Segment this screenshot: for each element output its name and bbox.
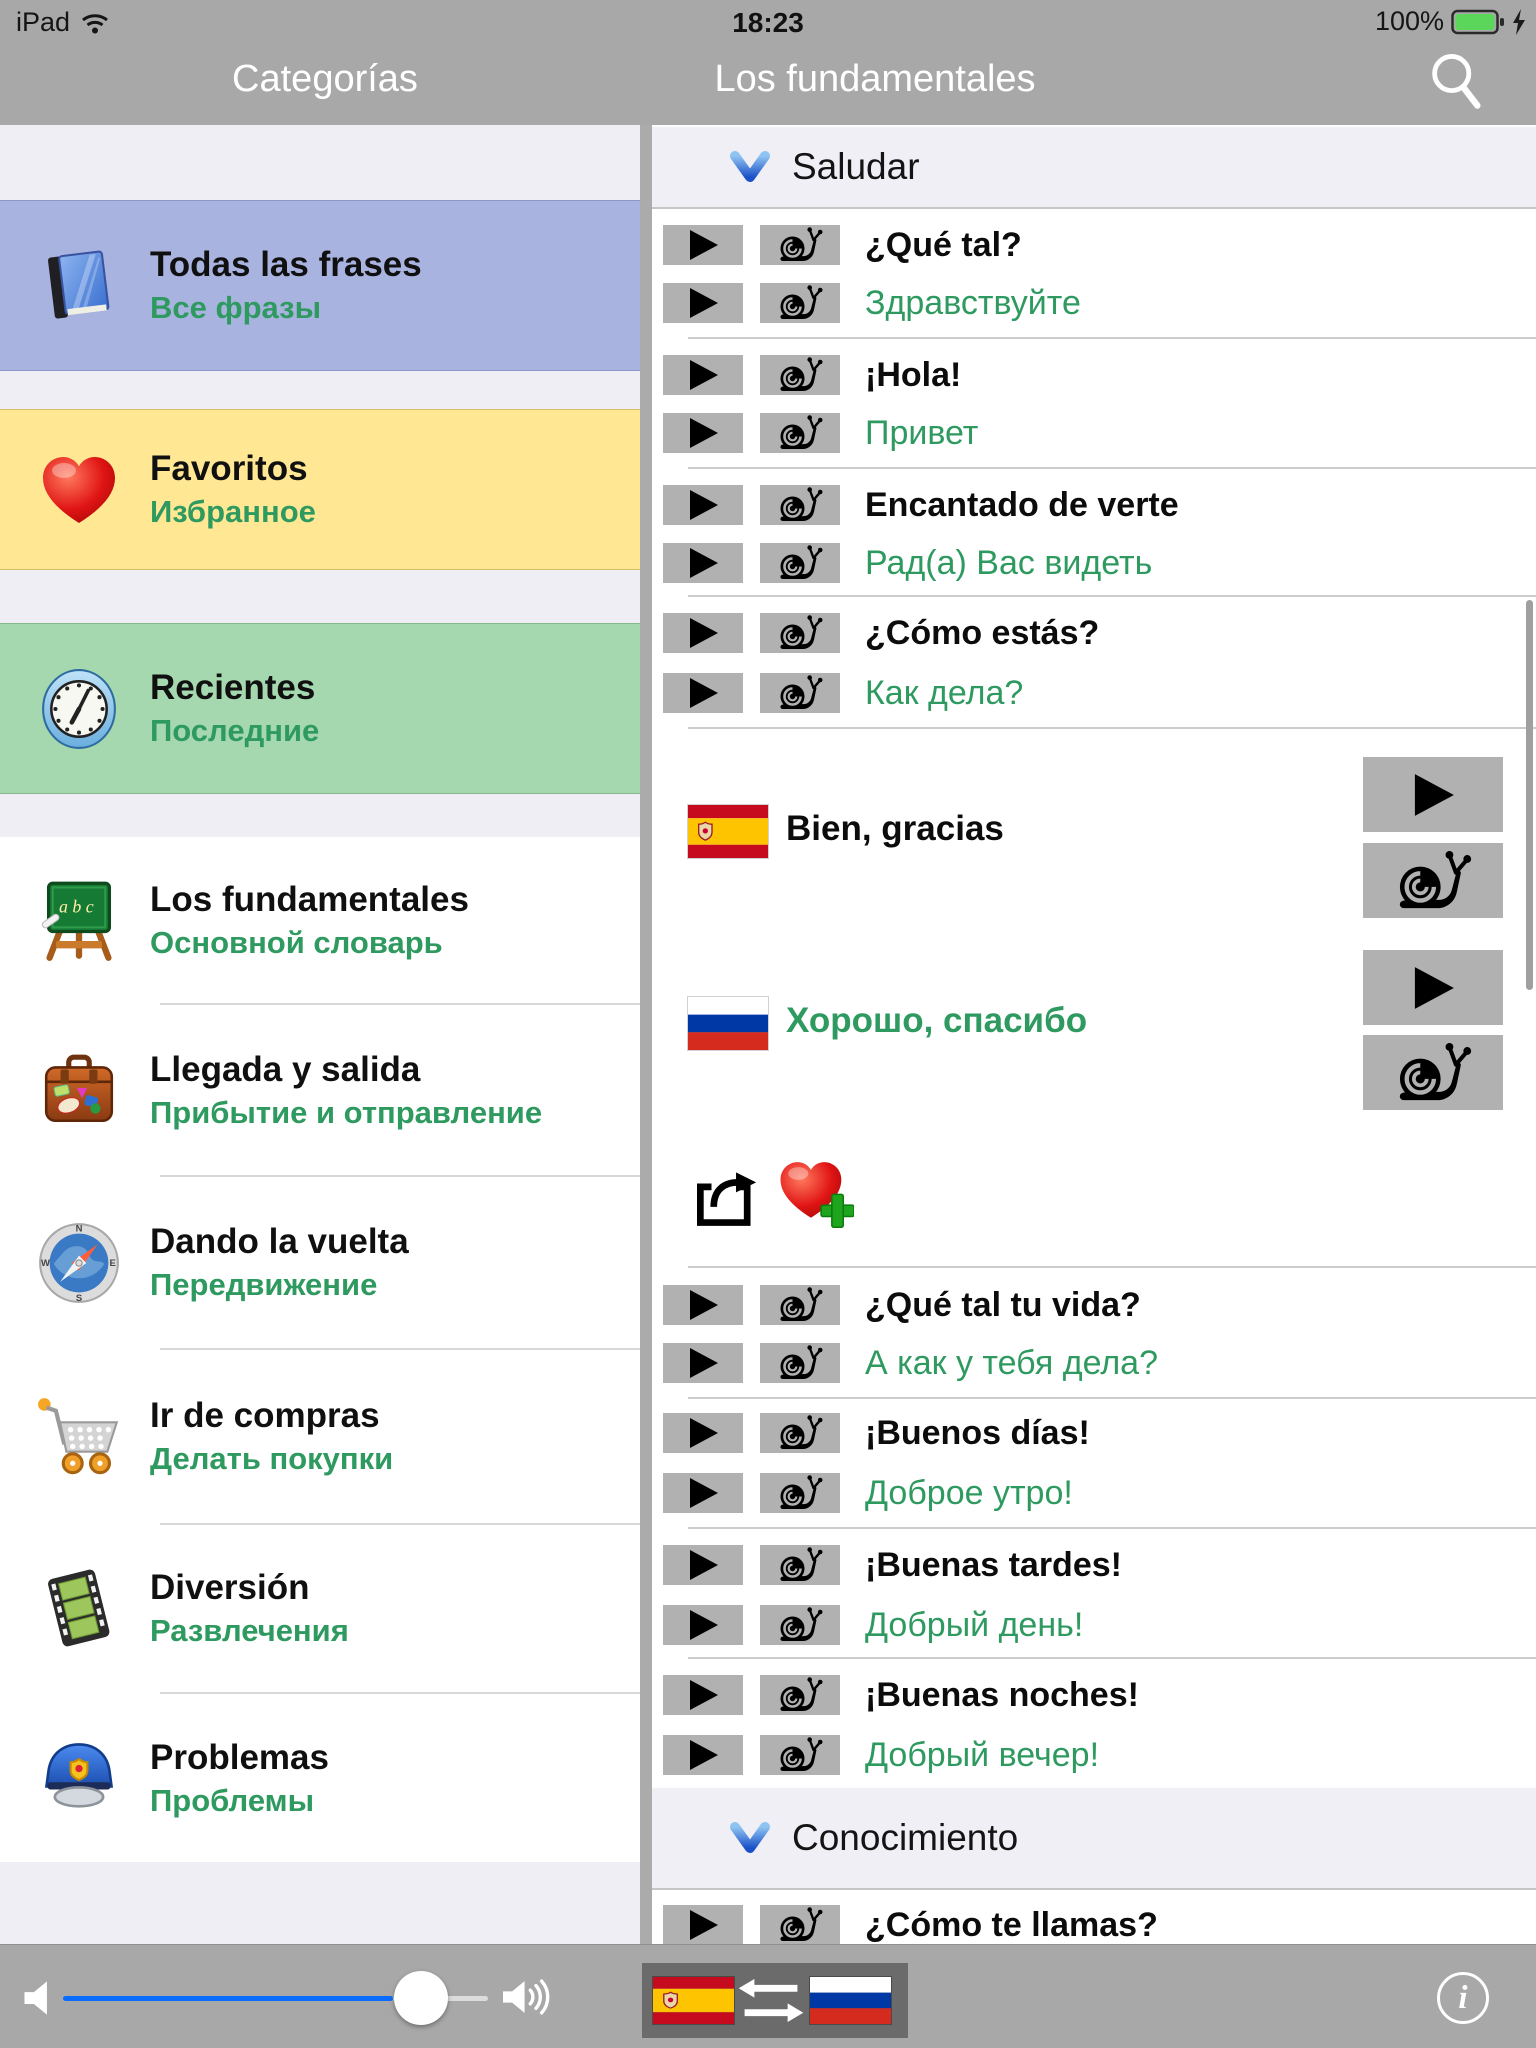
compass-icon — [36, 1220, 122, 1306]
search-icon[interactable] — [1428, 50, 1484, 112]
phrase-row — [663, 485, 1536, 525]
sidebar-item-fundamentals[interactable] — [0, 837, 640, 1003]
category-sidebar — [0, 125, 640, 1944]
sidebar-item-entertainment[interactable] — [0, 1525, 640, 1692]
phrase-row — [663, 1905, 1536, 1945]
snail-slow-button[interactable] — [760, 1545, 840, 1585]
sidebar-item-label-es: Dando la vuelta — [150, 1222, 409, 1261]
snail-slow-button[interactable] — [760, 673, 840, 713]
phrase-row — [663, 355, 1536, 395]
phrase-es[interactable]: Encantado de verte — [865, 486, 1179, 524]
phrase-ru[interactable]: А как у тебя дела? — [865, 1344, 1159, 1382]
snail-slow-button[interactable] — [760, 1675, 840, 1715]
charging-bolt-icon — [1512, 9, 1526, 35]
volume-track-filled[interactable] — [63, 1996, 393, 2001]
sidebar-item-label-es: Diversión — [150, 1568, 310, 1607]
speaker-min-icon — [24, 1979, 58, 2017]
play-button[interactable] — [663, 1675, 743, 1715]
chevron-down-icon — [728, 1820, 772, 1856]
snail-slow-button[interactable] — [760, 485, 840, 525]
snail-slow-button[interactable] — [760, 355, 840, 395]
sidebar-item-getting-around[interactable] — [0, 1177, 640, 1348]
phrase-ru[interactable]: Рад(а) Вас видеть — [865, 544, 1153, 582]
sidebar-item-label-ru: Проблемы — [150, 1782, 315, 1818]
bottom-toolbar — [0, 1944, 1536, 2048]
sidebar-item-label-es: Todas las frases — [150, 245, 422, 284]
phrase-row — [663, 1735, 1536, 1775]
snail-slow-button[interactable] — [760, 1605, 840, 1645]
phrase-row — [663, 543, 1536, 583]
snail-slow-button[interactable] — [760, 1473, 840, 1513]
section-header-conocimiento[interactable] — [652, 1786, 1536, 1890]
chalkboard-icon — [36, 877, 122, 963]
phrase-ru[interactable]: Здравствуйте — [865, 284, 1081, 322]
clock-icon — [36, 666, 122, 752]
snail-slow-button[interactable] — [760, 283, 840, 323]
nav-back-button[interactable]: Categorías — [232, 58, 418, 100]
phrase-es[interactable]: ¿Qué tal? — [865, 226, 1022, 264]
battery-percent: 100% — [1374, 6, 1444, 36]
suitcase-icon — [36, 1047, 122, 1133]
row-divider — [688, 1527, 1536, 1529]
sidebar-item-label-ru: Все фразы — [150, 290, 322, 325]
row-divider — [688, 1397, 1536, 1399]
phrase-es[interactable]: ¡Buenas noches! — [865, 1676, 1139, 1714]
film-icon — [36, 1566, 122, 1652]
row-divider — [688, 467, 1536, 469]
play-button[interactable] — [663, 1285, 743, 1325]
swap-arrows-icon — [738, 1978, 804, 2023]
sidebar-item-shopping[interactable] — [0, 1350, 640, 1523]
snail-slow-button[interactable] — [760, 1285, 840, 1325]
play-large-button[interactable] — [1363, 757, 1503, 832]
sidebar-item-all-phrases[interactable] — [0, 200, 640, 371]
play-button[interactable] — [663, 225, 743, 265]
volume-knob[interactable] — [394, 1971, 448, 2025]
phrase-ru[interactable]: Как дела? — [865, 674, 1024, 712]
phrase-es[interactable]: ¿Qué tal tu vida? — [865, 1286, 1141, 1324]
sidebar-item-label-ru: Передвижение — [150, 1267, 378, 1302]
sidebar-item-label-ru: Основной словарь — [150, 924, 443, 960]
sidebar-item-label-es: Ir de compras — [150, 1396, 380, 1435]
phrase-row — [663, 613, 1536, 653]
phrase-row — [663, 283, 1536, 323]
info-icon[interactable] — [1437, 1972, 1489, 2024]
phrase-es[interactable]: ¿Cómo estás? — [865, 614, 1100, 652]
status-time: 18:23 — [732, 7, 804, 38]
play-button[interactable] — [663, 283, 743, 323]
phrase-row — [663, 1413, 1536, 1453]
phrase-ru[interactable]: Доброе утро! — [865, 1474, 1073, 1512]
play-button[interactable] — [663, 673, 743, 713]
phrase-row — [663, 1675, 1536, 1715]
snail-large-button[interactable] — [1363, 1035, 1503, 1110]
chevron-down-icon — [728, 149, 772, 185]
scrollbar[interactable] — [1526, 600, 1533, 990]
speaker-loud-icon — [503, 1975, 553, 2019]
phrase-row — [663, 413, 1536, 453]
sidebar-item-label-ru: Делать покупки — [150, 1441, 394, 1476]
add-favorite-heart-icon[interactable] — [778, 1157, 854, 1233]
snail-slow-button[interactable] — [760, 1905, 840, 1945]
sidebar-item-label-ru: Прибытие и отправление — [150, 1094, 543, 1130]
language-swap-button[interactable] — [642, 1963, 908, 2038]
snail-slow-button[interactable] — [760, 413, 840, 453]
sidebar-item-label-es: Llegada y salida — [150, 1049, 421, 1089]
sidebar-item-label-ru: Избранное — [150, 494, 316, 529]
phrase-es[interactable]: ¡Buenas tardes! — [865, 1546, 1122, 1584]
russia-flag — [688, 997, 768, 1050]
play-button[interactable] — [663, 1343, 743, 1383]
phrase-row — [663, 1545, 1536, 1585]
sidebar-item-label-es: Favoritos — [150, 449, 308, 488]
row-divider — [688, 1266, 1536, 1268]
share-icon[interactable] — [688, 1169, 764, 1227]
phrase-ru[interactable]: Добрый вечер! — [865, 1736, 1100, 1774]
phrase-row — [663, 673, 1536, 713]
row-divider — [688, 1657, 1536, 1659]
play-button[interactable] — [663, 613, 743, 653]
play-button[interactable] — [663, 1473, 743, 1513]
phrase-ru[interactable]: Привет — [865, 414, 979, 452]
snail-slow-button[interactable] — [760, 1343, 840, 1383]
phrase-ru[interactable]: Добрый день! — [865, 1606, 1084, 1644]
snail-slow-button[interactable] — [760, 225, 840, 265]
play-button[interactable] — [663, 1735, 743, 1775]
phrase-row — [663, 1343, 1536, 1383]
sidebar-item-label-ru: Последние — [150, 713, 320, 748]
carrier-label: iPad — [16, 7, 71, 37]
sidebar-item-recent[interactable] — [0, 623, 640, 794]
section-header-saludar[interactable] — [652, 125, 1536, 209]
phrase-es[interactable]: ¿Cómo te llamas? — [865, 1906, 1158, 1944]
battery-icon — [1451, 9, 1505, 35]
snail-slow-button[interactable] — [760, 543, 840, 583]
phrase-es[interactable]: ¡Hola! — [865, 356, 962, 394]
snail-slow-button[interactable] — [760, 1413, 840, 1453]
play-button[interactable] — [663, 413, 743, 453]
sidebar-item-problems[interactable] — [0, 1694, 640, 1862]
snail-slow-button[interactable] — [760, 1735, 840, 1775]
page-title: Los fundamentales — [714, 58, 1036, 100]
play-button[interactable] — [663, 485, 743, 525]
russia-flag — [810, 1977, 891, 2024]
phrase-row — [663, 1605, 1536, 1645]
row-divider — [688, 727, 1536, 729]
sidebar-item-favorites[interactable] — [0, 409, 640, 570]
snail-large-button[interactable] — [1363, 843, 1503, 918]
info-glyph: i — [1458, 1979, 1468, 2016]
section-title: Saludar — [792, 146, 920, 187]
row-divider — [688, 337, 1536, 339]
status-right — [1375, 6, 1526, 37]
play-button[interactable] — [663, 543, 743, 583]
book-icon — [36, 243, 122, 329]
top-bar — [0, 0, 1536, 126]
cart-icon — [36, 1394, 122, 1480]
row-divider — [688, 595, 1536, 597]
sidebar-item-label-es: Problemas — [150, 1737, 329, 1777]
spain-flag — [653, 1977, 734, 2024]
play-button[interactable] — [663, 1605, 743, 1645]
phrase-row — [663, 1285, 1536, 1325]
heart-icon — [36, 447, 122, 533]
police-cap-icon — [36, 1735, 122, 1821]
phrase-row — [663, 1473, 1536, 1513]
phrase-list-panel — [640, 125, 1536, 1944]
spain-flag — [688, 805, 768, 858]
sidebar-item-label-es: Los fundamentales — [150, 879, 469, 919]
play-button[interactable] — [663, 1905, 743, 1945]
phrase-es[interactable]: ¡Buenos días! — [865, 1414, 1090, 1452]
play-button[interactable] — [663, 1413, 743, 1453]
play-button[interactable] — [663, 355, 743, 395]
detail-phrase-es: Bien, gracias — [786, 809, 1004, 848]
sidebar-item-arrival-departure[interactable] — [0, 1005, 640, 1175]
play-button[interactable] — [663, 1545, 743, 1585]
sidebar-item-label-es: Recientes — [150, 668, 316, 707]
phrase-row — [663, 225, 1536, 265]
sidebar-item-label-ru: Развлечения — [150, 1613, 349, 1648]
section-title: Conocimiento — [792, 1817, 1019, 1858]
panel-left-strip — [640, 125, 652, 1944]
play-large-button[interactable] — [1363, 950, 1503, 1025]
detail-phrase-ru: Хорошо, спасибо — [786, 1001, 1088, 1040]
snail-slow-button[interactable] — [760, 613, 840, 653]
